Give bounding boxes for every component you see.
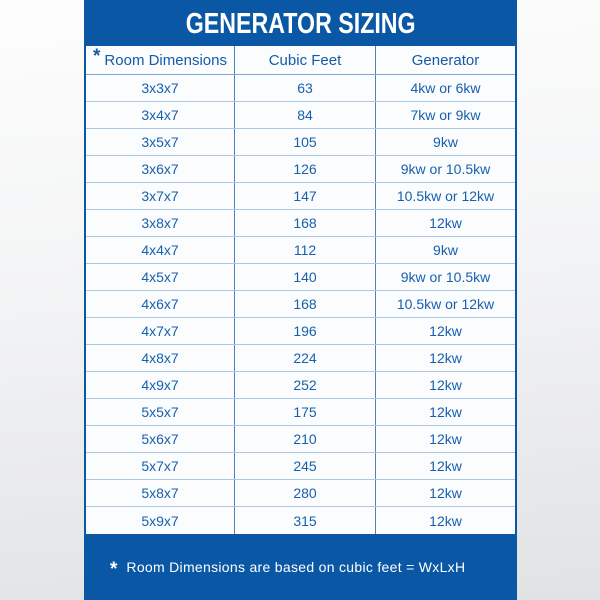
cell-generator: 12kw xyxy=(429,458,462,474)
cell-generator: 12kw xyxy=(429,377,462,393)
column-header-generator: Generator xyxy=(411,51,480,69)
table-row xyxy=(86,183,515,210)
cell-cubic-feet: 252 xyxy=(235,372,376,398)
table-row xyxy=(86,129,515,156)
table-row xyxy=(86,210,515,237)
table-row xyxy=(86,291,515,318)
table-body xyxy=(86,75,515,534)
cell-room-dimensions: 5x5x7 xyxy=(86,399,235,425)
cell-generator: 12kw xyxy=(429,431,462,447)
cell-room-dimensions: 3x8x7 xyxy=(86,210,235,236)
cell-generator: 9kw xyxy=(433,134,458,150)
cell-generator: 12kw xyxy=(429,323,462,339)
cell-generator: 10.5kw or 12kw xyxy=(396,188,495,204)
cell-generator: 12kw xyxy=(429,485,462,501)
table-row xyxy=(86,507,515,534)
sizing-table xyxy=(86,46,515,534)
footnote-band xyxy=(84,534,517,600)
cell-room-dimensions: 4x5x7 xyxy=(86,264,235,290)
cell-room-dimensions: 3x3x7 xyxy=(86,75,235,101)
table-row xyxy=(86,399,515,426)
cell-cubic-feet: 140 xyxy=(235,264,376,290)
cell-room-dimensions: 5x8x7 xyxy=(86,480,235,506)
cell-generator: 10.5kw or 12kw xyxy=(396,296,495,312)
table-row xyxy=(86,453,515,480)
cell-generator: 7kw or 9kw xyxy=(410,107,481,123)
table-row xyxy=(86,480,515,507)
cell-cubic-feet: 245 xyxy=(235,453,376,479)
cell-room-dimensions: 3x5x7 xyxy=(86,129,235,155)
cell-cubic-feet: 280 xyxy=(235,480,376,506)
cell-generator: 4kw or 6kw xyxy=(410,80,481,96)
cell-cubic-feet: 168 xyxy=(235,291,376,317)
table-row xyxy=(86,318,515,345)
cell-cubic-feet: 147 xyxy=(235,183,376,209)
table-row xyxy=(86,426,515,453)
cell-generator: 12kw xyxy=(429,350,462,366)
column-header-room-dimensions xyxy=(86,46,235,74)
cell-cubic-feet: 112 xyxy=(235,237,376,263)
cell-room-dimensions: 4x6x7 xyxy=(86,291,235,317)
cell-room-dimensions: 4x7x7 xyxy=(86,318,235,344)
cell-cubic-feet: 126 xyxy=(235,156,376,182)
table-row xyxy=(86,102,515,129)
cell-room-dimensions: 4x9x7 xyxy=(86,372,235,398)
cell-generator: 9kw xyxy=(433,242,458,258)
column-header-cubic-feet: Cubic Feet xyxy=(235,46,376,74)
cell-generator: 9kw or 10.5kw xyxy=(400,161,491,177)
table-row xyxy=(86,156,515,183)
table-header-row xyxy=(86,46,515,75)
cell-generator: 12kw xyxy=(429,404,462,420)
table-row xyxy=(86,372,515,399)
cell-cubic-feet: 224 xyxy=(235,345,376,371)
cell-room-dimensions: 4x8x7 xyxy=(86,345,235,371)
cell-cubic-feet: 168 xyxy=(235,210,376,236)
cell-generator: 12kw xyxy=(429,215,462,231)
asterisk-marker-icon: * xyxy=(110,558,118,580)
cell-cubic-feet: 84 xyxy=(235,102,376,128)
generator-sizing-panel xyxy=(84,0,517,600)
cell-room-dimensions: 3x6x7 xyxy=(86,156,235,182)
cell-cubic-feet: 210 xyxy=(235,426,376,452)
cell-cubic-feet: 175 xyxy=(235,399,376,425)
cell-room-dimensions: 3x4x7 xyxy=(86,102,235,128)
cell-room-dimensions: 3x7x7 xyxy=(86,183,235,209)
cell-generator: 12kw xyxy=(429,512,462,529)
column-header-label-room-dimensions: Room Dimensions xyxy=(104,51,227,69)
cell-cubic-feet: 315 xyxy=(235,507,376,534)
table-row xyxy=(86,237,515,264)
cell-cubic-feet: 63 xyxy=(235,75,376,101)
cell-cubic-feet: 105 xyxy=(235,129,376,155)
cell-room-dimensions: 5x9x7 xyxy=(86,507,235,534)
cell-generator: 9kw or 10.5kw xyxy=(400,269,491,285)
table-row xyxy=(86,264,515,291)
cell-room-dimensions: 4x4x7 xyxy=(86,237,235,263)
footnote-text: Room Dimensions are based on cubic feet = WxLxH xyxy=(126,559,466,575)
cell-room-dimensions: 5x7x7 xyxy=(86,453,235,479)
table-row xyxy=(86,75,515,102)
cell-cubic-feet: 196 xyxy=(235,318,376,344)
poster-title: GENERATOR SIZING xyxy=(185,7,416,40)
title-band xyxy=(84,0,517,46)
cell-room-dimensions: 5x6x7 xyxy=(86,426,235,452)
table-row xyxy=(86,345,515,372)
asterisk-marker-icon: * xyxy=(93,45,101,67)
